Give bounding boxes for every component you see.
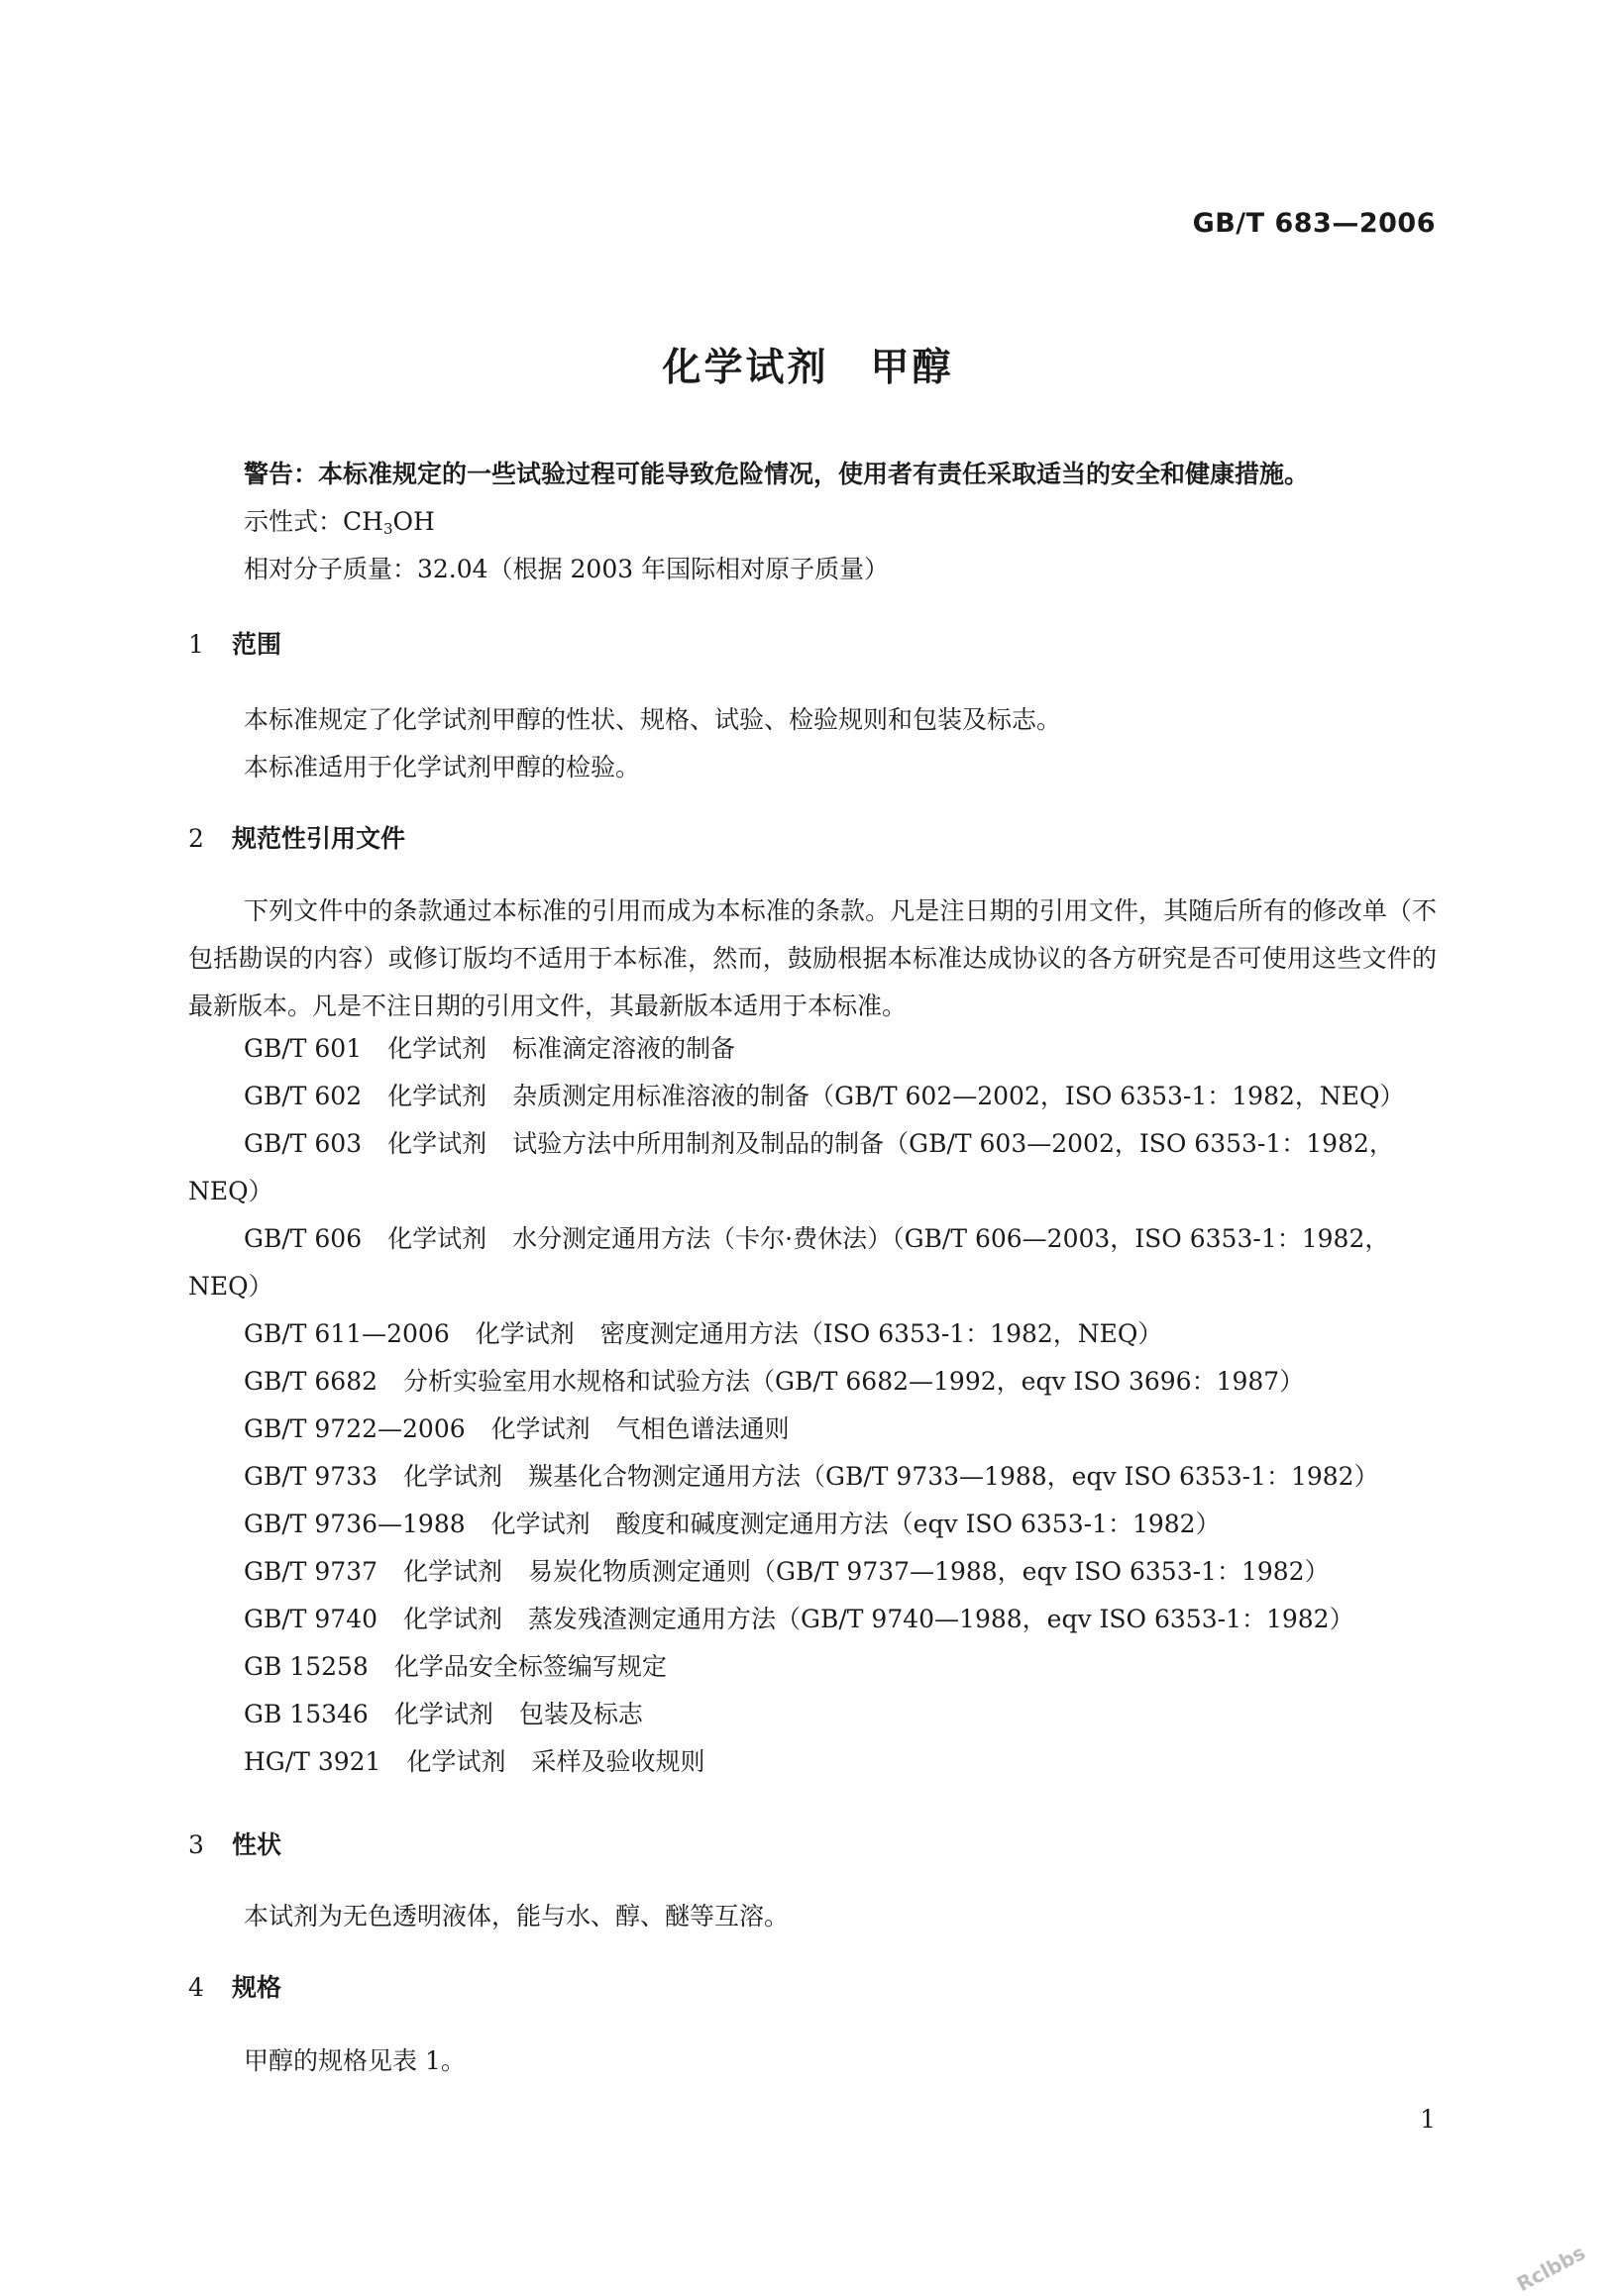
reference-title: 气相色谱法通则 xyxy=(615,1414,790,1443)
reference-item xyxy=(244,1127,1420,1161)
section-4-heading xyxy=(188,1971,281,2005)
reference-item xyxy=(244,1698,669,1731)
reference-item xyxy=(244,1032,761,1066)
section-title: 规格 xyxy=(232,1973,282,2002)
section-4-paragraph: 甲醇的规格见表 1。 xyxy=(244,2046,466,2075)
reference-title: 杂质测定用标准溶液的制备（GB/T 602—2002，ISO 6353-1：1982，NEQ） xyxy=(512,1082,1405,1110)
reference-category: 化学试剂 xyxy=(387,1034,487,1063)
reference-category: 化学试剂 xyxy=(403,1462,503,1491)
reference-title: 羰基化合物测定通用方法（GB/T 9733—1988，eqv ISO 6353-1：1982） xyxy=(528,1462,1379,1491)
reference-category: 化学试剂 xyxy=(393,1700,493,1728)
watermark-logo: Rclbbs xyxy=(1513,2240,1590,2296)
reference-item xyxy=(244,1603,1380,1636)
reference-category: 化学试剂 xyxy=(403,1605,503,1633)
reference-code: GB/T 603 xyxy=(244,1129,363,1158)
page-title: 化学试剂 甲醇 xyxy=(662,346,954,390)
molar-mass-line: 相对分子质量：32.04（根据 2003 年国际相对原子质量） xyxy=(244,555,890,583)
formula-ch: CH xyxy=(343,507,383,536)
reference-title: 采样及验收规则 xyxy=(531,1747,705,1776)
section-2-paragraph: 下列文件中的条款通过本标准的引用而成为本标准的条款。凡是注日期的引用文件，其随后所有的修改单（不包括勘误的内容）或修订版均不适用于本标准，然而，鼓励根据本标准达成协议的各方研究是否可使用这些文件的最新版本。凡是不注日期的引用文件，其最新版本适用于本标准。 xyxy=(188,896,1437,1020)
section-title: 性状 xyxy=(232,1830,282,1859)
reference-title: 分析实验室用水规格和试验方法（GB/T 6682—1992，eqv ISO 3696：1987） xyxy=(403,1367,1305,1396)
reference-code: GB/T 9722—2006 xyxy=(244,1414,466,1443)
section-title: 规范性引用文件 xyxy=(232,824,406,853)
reference-title: 密度测定通用方法（ISO 6353-1：1982，NEQ） xyxy=(599,1319,1163,1348)
reference-code: GB/T 602 xyxy=(244,1082,363,1110)
formula-oh: OH xyxy=(392,507,435,536)
reference-item xyxy=(244,1650,693,1684)
reference-continuation: NEQ） xyxy=(188,1177,273,1205)
reference-item xyxy=(244,1745,730,1779)
reference-code: GB/T 611—2006 xyxy=(244,1319,450,1348)
standard-code: GB/T 683—2006 xyxy=(1192,208,1436,239)
reference-title: 化学品安全标签编写规定 xyxy=(393,1652,667,1681)
section-number: 4 xyxy=(188,1973,204,2002)
warning-text: 警告：本标准规定的一些试验过程可能导致危险情况，使用者有责任采取适当的安全和健康措施。 xyxy=(244,460,1310,488)
section-number: 2 xyxy=(188,824,204,853)
page-number: 1 xyxy=(1420,2105,1436,2134)
section-3-heading xyxy=(188,1828,281,1862)
reference-category: 化学试剂 xyxy=(387,1224,487,1253)
section-1-paragraph: 本标准规定了化学试剂甲醇的性状、规格、试验、检验规则和包装及标志。 xyxy=(244,705,1062,734)
section-title: 范围 xyxy=(232,630,282,659)
reference-code: GB/T 9740 xyxy=(244,1605,378,1633)
reference-code: GB/T 9733 xyxy=(244,1462,378,1491)
reference-item xyxy=(244,1460,1405,1494)
reference-title: 水分测定通用方法（卡尔·费休法）（GB/T 606—2003，ISO 6353-1：1982， xyxy=(512,1224,1390,1253)
formula-line xyxy=(244,505,435,546)
reference-code: GB 15258 xyxy=(244,1652,369,1681)
reference-code: GB/T 9737 xyxy=(244,1557,378,1586)
reference-item xyxy=(244,1365,1330,1399)
reference-title: 试验方法中所用制剂及制品的制备（GB/T 603—2002，ISO 6353-1：1982， xyxy=(512,1129,1394,1158)
reference-title: 蒸发残渣测定通用方法（GB/T 9740—1988，eqv ISO 6353-1：1982） xyxy=(528,1605,1354,1633)
reference-category: 化学试剂 xyxy=(387,1082,487,1110)
section-3-paragraph: 本试剂为无色透明液体，能与水、醇、醚等互溶。 xyxy=(244,1902,790,1931)
reference-title: 标准滴定溶液的制备 xyxy=(512,1034,736,1063)
reference-title: 包装及标志 xyxy=(518,1700,643,1728)
reference-category: 化学试剂 xyxy=(406,1747,506,1776)
reference-code: GB/T 601 xyxy=(244,1034,363,1063)
reference-code: GB/T 9736—1988 xyxy=(244,1510,466,1538)
reference-item xyxy=(244,1317,1188,1351)
reference-category: 化学试剂 xyxy=(387,1129,487,1158)
section-number: 3 xyxy=(188,1830,204,1859)
reference-continuation: NEQ） xyxy=(188,1272,273,1301)
reference-code: GB 15346 xyxy=(244,1700,369,1728)
reference-item xyxy=(244,1080,1431,1113)
reference-code: GB/T 6682 xyxy=(244,1367,378,1396)
reference-category: 化学试剂 xyxy=(490,1414,591,1443)
section-1-heading xyxy=(188,628,281,662)
formula-subscript: 3 xyxy=(382,520,393,538)
reference-item xyxy=(244,1412,815,1446)
section-2-heading xyxy=(188,822,405,856)
reference-category: 化学试剂 xyxy=(403,1557,503,1586)
reference-title: 酸度和碱度测定通用方法（eqv ISO 6353-1：1982） xyxy=(615,1510,1221,1538)
section-1-paragraph: 本标准适用于化学试剂甲醇的检验。 xyxy=(244,753,641,782)
reference-item xyxy=(244,1222,1415,1256)
reference-category: 化学试剂 xyxy=(490,1510,591,1538)
reference-code: GB/T 606 xyxy=(244,1224,363,1253)
reference-category: 化学试剂 xyxy=(475,1319,575,1348)
reference-title: 易炭化物质测定通则（GB/T 9737—1988，eqv ISO 6353-1：1982） xyxy=(528,1557,1330,1586)
reference-item xyxy=(244,1508,1246,1541)
reference-item xyxy=(244,1555,1355,1589)
reference-code: HG/T 3921 xyxy=(244,1747,381,1776)
formula-label: 示性式： xyxy=(244,507,344,536)
section-number: 1 xyxy=(188,630,204,659)
